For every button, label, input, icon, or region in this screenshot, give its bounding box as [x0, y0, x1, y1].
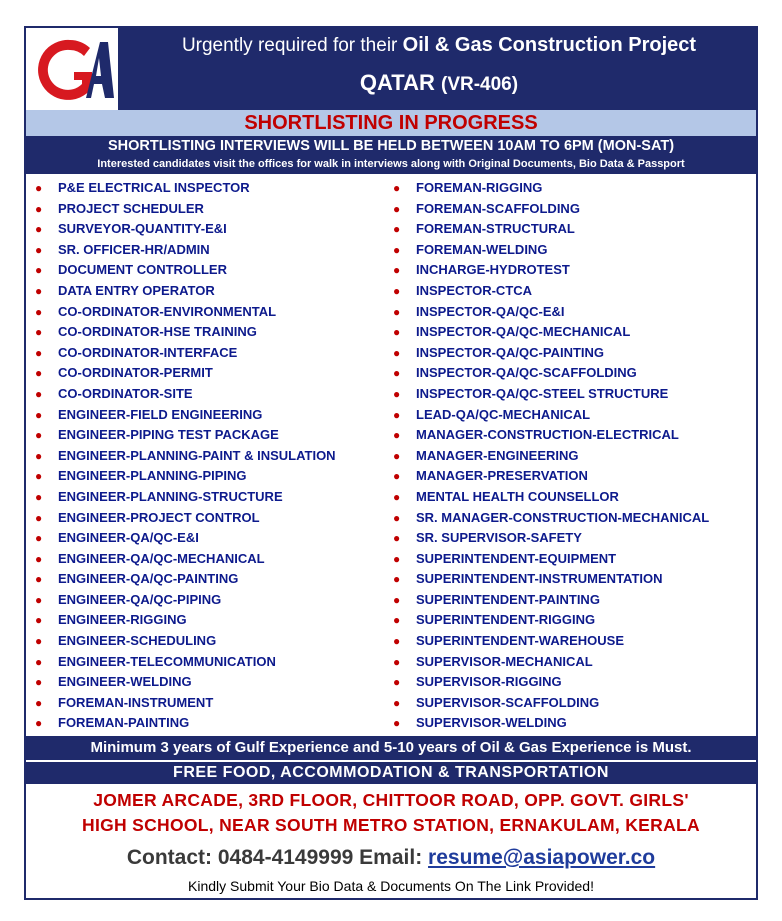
- position-item: [390, 466, 756, 487]
- position-title: SUPERINTENDENT-INSTRUMENTATION: [416, 571, 663, 587]
- bullet-icon: ●: [393, 428, 401, 443]
- bullet-icon: ●: [393, 263, 401, 278]
- position-title: INSPECTOR-QA/QC-STEEL STRUCTURE: [416, 385, 669, 401]
- bullet-icon: ●: [35, 613, 43, 628]
- position-item: [390, 631, 756, 652]
- email-label: Email:: [359, 846, 423, 869]
- bullet-icon: ●: [35, 181, 43, 195]
- position-title: PROJECT SCHEDULER: [58, 200, 204, 216]
- position-item: [390, 508, 756, 529]
- position-title: ENGINEER-PLANNING-STRUCTURE: [58, 488, 283, 504]
- job-advertisement: [24, 26, 758, 900]
- position-title: ENGINEER-FIELD ENGINEERING: [58, 406, 263, 422]
- position-item: [32, 610, 387, 631]
- positions-list-right: [390, 178, 756, 734]
- position-title: SR. SUPERVISOR-SAFETY: [416, 530, 582, 546]
- position-title: P&E ELECTRICAL INSPECTOR: [58, 180, 250, 195]
- bullet-icon: ●: [35, 428, 43, 443]
- position-item: [32, 384, 387, 405]
- header-bar: [26, 28, 756, 110]
- experience-requirement: Minimum 3 years of Gulf Experience and 5-10 years of Oil & Gas Experience is Must.: [26, 736, 756, 760]
- position-title: MENTAL HEALTH COUNSELLOR: [416, 488, 619, 504]
- bullet-icon: ●: [35, 489, 43, 504]
- position-item: [32, 178, 387, 199]
- position-title: CO-ORDINATOR-INTERFACE: [58, 344, 238, 360]
- position-title: DOCUMENT CONTROLLER: [58, 262, 227, 278]
- positions-list-left: [32, 178, 387, 734]
- bullet-icon: ●: [393, 531, 401, 546]
- position-title: ENGINEER-RIGGING: [58, 612, 187, 628]
- position-item: [32, 363, 387, 384]
- submit-note: Kindly Submit Your Bio Data & Documents On The Link Provided!: [188, 878, 594, 894]
- headline: [124, 34, 754, 57]
- bullet-icon: ●: [35, 304, 43, 319]
- bullet-icon: ●: [35, 695, 43, 710]
- position-item: [32, 240, 387, 261]
- position-item: [390, 219, 756, 240]
- position-item: [390, 487, 756, 508]
- bullet-icon: ●: [35, 283, 43, 298]
- bullet-icon: ●: [393, 448, 401, 463]
- position-title: FOREMAN-INSTRUMENT: [58, 694, 214, 710]
- position-title: ENGINEER-SCHEDULING: [58, 633, 217, 649]
- company-logo: [26, 28, 118, 110]
- position-item: [390, 693, 756, 714]
- position-item: [32, 487, 387, 508]
- position-title: INSPECTOR-CTCA: [416, 282, 533, 298]
- status-banner: SHORTLISTING IN PROGRESS: [26, 110, 756, 136]
- bullet-icon: ●: [393, 325, 401, 340]
- address-line-2: HIGH SCHOOL, NEAR SOUTH METRO STATION, ERNAKULAM, KERALA: [82, 815, 700, 835]
- position-title: FOREMAN-STRUCTURAL: [416, 221, 575, 237]
- contact-label: Contact:: [126, 846, 213, 869]
- bullet-icon: ●: [393, 407, 401, 422]
- position-item: [390, 672, 756, 693]
- interview-schedule: SHORTLISTING INTERVIEWS WILL BE HELD BETWEEN 10AM TO 6PM (MON-SAT): [26, 136, 756, 156]
- walk-in-instructions: Interested candidates visit the offices for walk in interviews along with Original Documents, Bio Data & Passport: [26, 156, 756, 174]
- country: QATAR: [359, 70, 435, 95]
- position-title: ENGINEER-PLANNING-PAINT & INSULATION: [58, 447, 336, 463]
- position-item: [32, 549, 387, 570]
- vacancy-code: (VR-406): [441, 74, 519, 95]
- bullet-icon: ●: [393, 222, 401, 237]
- position-item: [32, 508, 387, 529]
- position-item: [390, 446, 756, 467]
- position-item: [390, 363, 756, 384]
- position-title: INSPECTOR-QA/QC-E&I: [416, 303, 565, 319]
- position-item: [32, 446, 387, 467]
- bullet-icon: ●: [35, 366, 43, 381]
- bullet-icon: ●: [393, 386, 401, 401]
- bullet-icon: ●: [35, 407, 43, 422]
- position-title: ENGINEER-PIPING TEST PACKAGE: [58, 427, 279, 443]
- position-item: [390, 713, 756, 734]
- bullet-icon: ●: [393, 469, 401, 484]
- position-title: FOREMAN-WELDING: [416, 241, 548, 257]
- position-item: [390, 240, 756, 261]
- position-title: SR. OFFICER-HR/ADMIN: [58, 241, 210, 257]
- bullet-icon: ●: [35, 634, 43, 649]
- position-title: MANAGER-CONSTRUCTION-ELECTRICAL: [416, 427, 679, 443]
- position-item: [390, 652, 756, 673]
- position-item: [32, 652, 387, 673]
- bullet-icon: ●: [393, 675, 401, 690]
- position-title: CO-ORDINATOR-SITE: [58, 385, 193, 401]
- position-title: SURVEYOR-QUANTITY-E&I: [58, 221, 227, 237]
- ga-logo-icon: [30, 32, 114, 106]
- position-item: [32, 466, 387, 487]
- bullet-icon: ●: [393, 634, 401, 649]
- position-title: ENGINEER-QA/QC-E&I: [58, 530, 199, 546]
- position-title: SUPERINTENDENT-WAREHOUSE: [416, 633, 625, 649]
- position-title: SUPERINTENDENT-PAINTING: [416, 591, 600, 607]
- position-title: FOREMAN-SCAFFOLDING: [416, 200, 580, 216]
- email-link[interactable]: resume@asiapower.co: [428, 846, 656, 869]
- bullet-icon: ●: [393, 304, 401, 319]
- benefits-bar: FREE FOOD, ACCOMMODATION & TRANSPORTATION: [26, 762, 756, 784]
- position-item: [32, 219, 387, 240]
- position-title: ENGINEER-QA/QC-PAINTING: [58, 571, 239, 587]
- position-title: INSPECTOR-QA/QC-MECHANICAL: [416, 324, 631, 340]
- position-item: [390, 549, 756, 570]
- contact-line: [26, 844, 756, 872]
- position-item: [32, 405, 387, 426]
- position-item: [32, 281, 387, 302]
- bullet-icon: ●: [393, 283, 401, 298]
- bullet-icon: ●: [35, 345, 43, 360]
- bullet-icon: ●: [35, 469, 43, 484]
- bullet-icon: ●: [393, 592, 401, 607]
- position-item: [390, 405, 756, 426]
- bullet-icon: ●: [35, 242, 43, 257]
- position-item: [32, 302, 387, 323]
- bullet-icon: ●: [35, 263, 43, 278]
- bullet-icon: ●: [35, 448, 43, 463]
- position-item: [390, 178, 756, 199]
- position-item: [32, 693, 387, 714]
- position-title: SUPERVISOR-MECHANICAL: [416, 653, 593, 669]
- headline-project: Oil & Gas Construction Project: [402, 34, 697, 56]
- bullet-icon: ●: [393, 654, 401, 669]
- position-title: ENGINEER-TELECOMMUNICATION: [58, 653, 276, 669]
- bullet-icon: ●: [393, 181, 401, 195]
- position-item: [32, 631, 387, 652]
- position-title: SUPERINTENDENT-EQUIPMENT: [416, 550, 617, 566]
- position-title: MANAGER-ENGINEERING: [416, 447, 579, 463]
- position-title: INSPECTOR-QA/QC-SCAFFOLDING: [416, 365, 637, 381]
- bullet-icon: ●: [393, 695, 401, 710]
- position-title: CO-ORDINATOR-PERMIT: [58, 365, 213, 381]
- position-item: [390, 302, 756, 323]
- bullet-icon: ●: [35, 551, 43, 566]
- bullet-icon: ●: [35, 201, 43, 216]
- position-item: [32, 713, 387, 734]
- bullet-icon: ●: [393, 510, 401, 525]
- bullet-icon: ●: [35, 572, 43, 587]
- position-item: [32, 672, 387, 693]
- bullet-icon: ●: [35, 675, 43, 690]
- bullet-icon: ●: [393, 489, 401, 504]
- address-line-1: JOMER ARCADE, 3RD FLOOR, CHITTOOR ROAD, OPP. GOVT. GIRLS': [93, 790, 689, 810]
- position-title: ENGINEER-PLANNING-PIPING: [58, 468, 247, 484]
- position-title: ENGINEER-QA/QC-MECHANICAL: [58, 550, 265, 566]
- location-line: [124, 70, 754, 96]
- position-title: CO-ORDINATOR-HSE TRAINING: [58, 324, 257, 340]
- bullet-icon: ●: [393, 242, 401, 257]
- bullet-icon: ●: [35, 592, 43, 607]
- position-title: FOREMAN-RIGGING: [416, 180, 543, 195]
- position-item: [390, 528, 756, 549]
- bullet-icon: ●: [393, 716, 401, 731]
- position-title: MANAGER-PRESERVATION: [416, 468, 588, 484]
- position-title: SUPERINTENDENT-RIGGING: [416, 612, 596, 628]
- position-title: DATA ENTRY OPERATOR: [58, 282, 215, 298]
- bullet-icon: ●: [35, 222, 43, 237]
- bullet-icon: ●: [393, 572, 401, 587]
- position-item: [32, 199, 387, 220]
- position-item: [32, 590, 387, 611]
- bullet-icon: ●: [393, 366, 401, 381]
- position-title: CO-ORDINATOR-ENVIRONMENTAL: [58, 303, 277, 319]
- position-item: [32, 425, 387, 446]
- phone-number: 0484-4149999: [217, 846, 354, 869]
- position-title: SR. MANAGER-CONSTRUCTION-MECHANICAL: [416, 509, 710, 525]
- position-item: [32, 260, 387, 281]
- position-title: ENGINEER-PROJECT CONTROL: [58, 509, 260, 525]
- position-title: INSPECTOR-QA/QC-PAINTING: [416, 344, 605, 360]
- bullet-icon: ●: [393, 613, 401, 628]
- office-address: [26, 788, 756, 838]
- position-item: [390, 199, 756, 220]
- bullet-icon: ●: [35, 654, 43, 669]
- position-title: SUPERVISOR-SCAFFOLDING: [416, 694, 600, 710]
- position-item: [390, 384, 756, 405]
- bullet-icon: ●: [35, 510, 43, 525]
- bullet-icon: ●: [35, 531, 43, 546]
- position-title: SUPERVISOR-WELDING: [416, 715, 567, 731]
- position-item: [390, 281, 756, 302]
- position-item: [32, 569, 387, 590]
- bullet-icon: ●: [393, 551, 401, 566]
- bullet-icon: ●: [393, 201, 401, 216]
- position-item: [390, 590, 756, 611]
- position-item: [32, 322, 387, 343]
- position-item: [390, 425, 756, 446]
- bullet-icon: ●: [35, 325, 43, 340]
- position-title: LEAD-QA/QC-MECHANICAL: [416, 406, 591, 422]
- bullet-icon: ●: [35, 716, 43, 731]
- position-item: [390, 260, 756, 281]
- position-item: [390, 343, 756, 364]
- position-item: [390, 569, 756, 590]
- headline-prefix: Urgently required for their: [181, 35, 398, 56]
- position-title: ENGINEER-QA/QC-PIPING: [58, 591, 222, 607]
- position-title: INCHARGE-HYDROTEST: [416, 262, 570, 278]
- position-item: [32, 528, 387, 549]
- position-item: [32, 343, 387, 364]
- position-item: [390, 610, 756, 631]
- position-title: FOREMAN-PAINTING: [58, 715, 190, 731]
- position-title: SUPERVISOR-RIGGING: [416, 674, 562, 690]
- position-item: [390, 322, 756, 343]
- bullet-icon: ●: [393, 345, 401, 360]
- position-title: ENGINEER-WELDING: [58, 674, 192, 690]
- bullet-icon: ●: [35, 386, 43, 401]
